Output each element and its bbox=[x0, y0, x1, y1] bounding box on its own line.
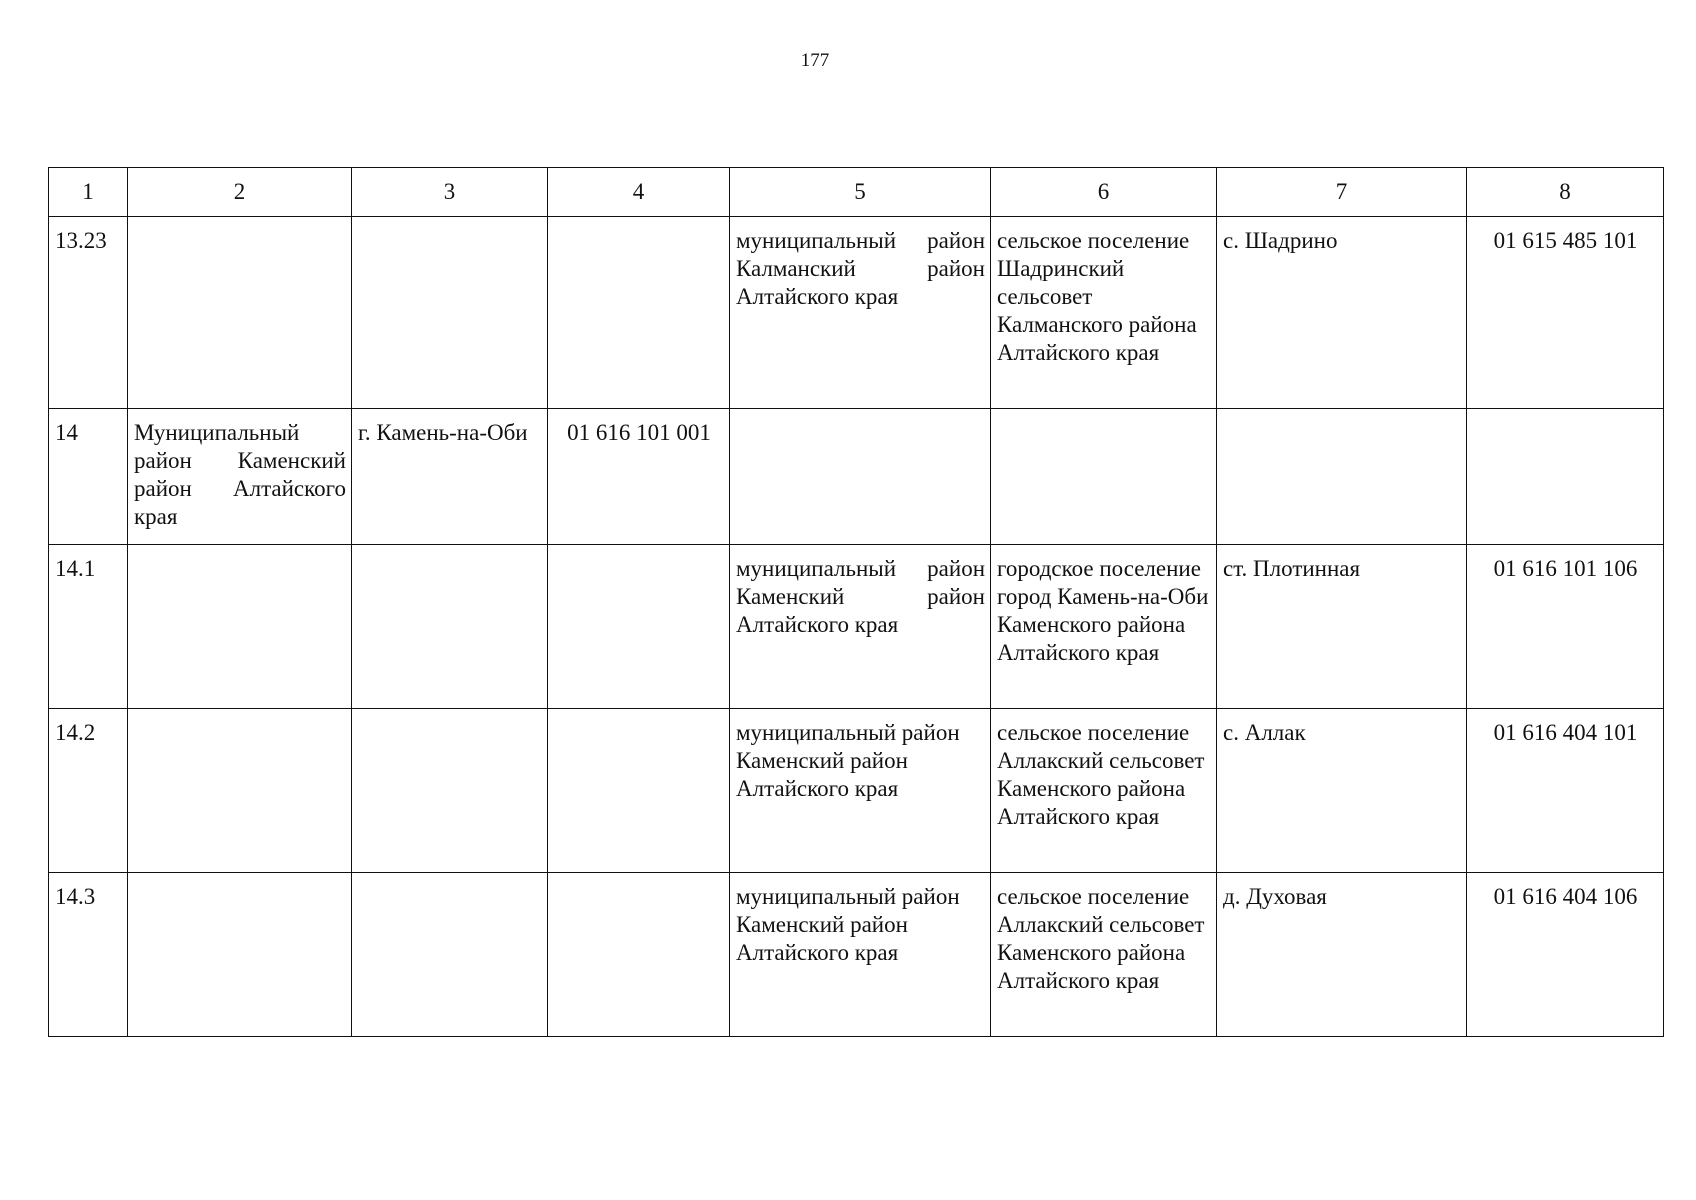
settlement-cell: сельское поселение Шадринский сельсовет Калманского района Алтайского края bbox=[991, 217, 1217, 409]
code-cell: 01 616 404 106 bbox=[1467, 873, 1664, 1037]
oktmo-cell bbox=[548, 545, 730, 709]
settlement-cell: городское поселение город Камень-на-Оби Каменского района Алтайского края bbox=[991, 545, 1217, 709]
settlement-cell bbox=[991, 409, 1217, 545]
oktmo-cell bbox=[548, 709, 730, 873]
municipality-cell bbox=[128, 545, 352, 709]
admin-center-cell bbox=[352, 873, 548, 1037]
page-number: 177 bbox=[800, 50, 830, 71]
code-cell bbox=[1467, 409, 1664, 545]
row-number: 14.2 bbox=[49, 709, 128, 873]
municipality-cell bbox=[128, 873, 352, 1037]
column-header-3: 3 bbox=[352, 168, 548, 217]
district-cell: муниципальный район Каменский район Алтайского края bbox=[730, 709, 991, 873]
column-header-7: 7 bbox=[1217, 168, 1467, 217]
header-row bbox=[49, 168, 1664, 217]
column-header-2: 2 bbox=[128, 168, 352, 217]
district-cell: муниципальный район Каменский район Алтайского края bbox=[730, 873, 991, 1037]
admin-center-cell: г. Камень-на-Оби bbox=[352, 409, 548, 545]
column-header-1: 1 bbox=[49, 168, 128, 217]
admin-center-cell bbox=[352, 545, 548, 709]
table-row bbox=[49, 545, 1664, 709]
locality-cell: с. Аллак bbox=[1217, 709, 1467, 873]
settlement-cell: сельское поселение Аллакский сельсовет Каменского района Алтайского края bbox=[991, 709, 1217, 873]
locality-cell: с. Шадрино bbox=[1217, 217, 1467, 409]
district-cell: муниципальный район Калманский район Алтайского края bbox=[730, 217, 991, 409]
municipality-cell bbox=[128, 709, 352, 873]
admin-center-cell bbox=[352, 709, 548, 873]
admin-center-cell bbox=[352, 217, 548, 409]
oktmo-cell bbox=[548, 873, 730, 1037]
row-number: 13.23 bbox=[49, 217, 128, 409]
code-cell: 01 615 485 101 bbox=[1467, 217, 1664, 409]
table-row bbox=[49, 709, 1664, 873]
column-header-5: 5 bbox=[730, 168, 991, 217]
settlements-table bbox=[48, 167, 1664, 1037]
code-cell: 01 616 404 101 bbox=[1467, 709, 1664, 873]
locality-cell bbox=[1217, 409, 1467, 545]
row-number: 14 bbox=[49, 409, 128, 545]
district-cell: муниципальный район Каменский район Алтайского края bbox=[730, 545, 991, 709]
municipality-cell: Муниципальный район Каменский район Алтайского края bbox=[128, 409, 352, 545]
oktmo-cell: 01 616 101 001 bbox=[548, 409, 730, 545]
district-cell bbox=[730, 409, 991, 545]
table-row bbox=[49, 409, 1664, 545]
locality-cell: ст. Плотинная bbox=[1217, 545, 1467, 709]
settlement-cell: сельское поселение Аллакский сельсовет Каменского района Алтайского края bbox=[991, 873, 1217, 1037]
municipality-cell bbox=[128, 217, 352, 409]
row-number: 14.1 bbox=[49, 545, 128, 709]
oktmo-cell bbox=[548, 217, 730, 409]
column-header-4: 4 bbox=[548, 168, 730, 217]
column-header-8: 8 bbox=[1467, 168, 1664, 217]
row-number: 14.3 bbox=[49, 873, 128, 1037]
column-header-6: 6 bbox=[991, 168, 1217, 217]
code-cell: 01 616 101 106 bbox=[1467, 545, 1664, 709]
locality-cell: д. Духовая bbox=[1217, 873, 1467, 1037]
table-row bbox=[49, 873, 1664, 1037]
table-row bbox=[49, 217, 1664, 409]
